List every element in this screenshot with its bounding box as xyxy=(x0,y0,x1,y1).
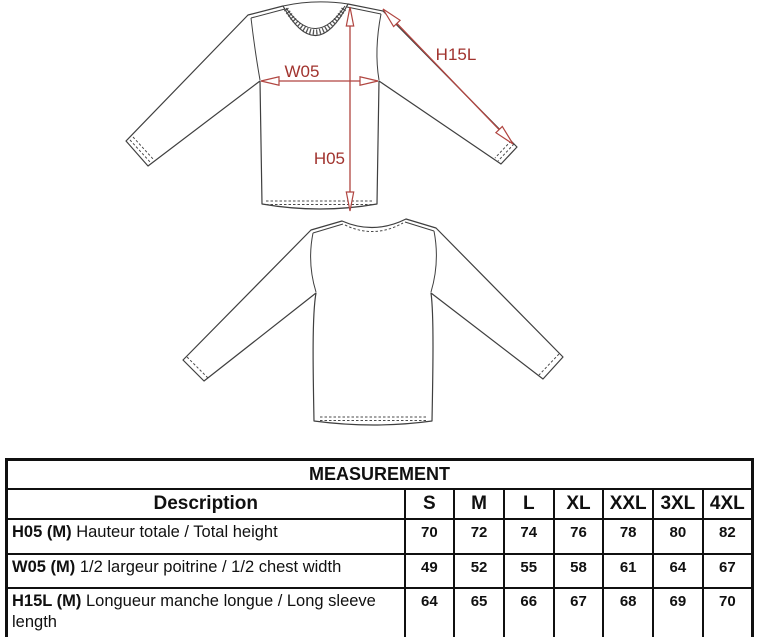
measure-value: 58 xyxy=(554,554,604,588)
column-header-size-xl: XL xyxy=(554,489,604,519)
front-body-outline xyxy=(126,4,517,209)
measure-text: Hauteur totale / Total height xyxy=(76,523,278,541)
column-header-description: Description xyxy=(7,489,405,519)
measure-value: 49 xyxy=(405,554,455,588)
front-collar-rim xyxy=(283,2,348,6)
measure-description xyxy=(7,554,405,588)
column-header-size-s: S xyxy=(405,489,455,519)
measure-value: 70 xyxy=(703,588,753,637)
measure-value: 72 xyxy=(454,519,504,554)
table-row-h15l xyxy=(7,588,753,637)
front-shirt-drawing xyxy=(126,2,517,209)
column-header-size-3xl: 3XL xyxy=(653,489,703,519)
measure-value: 52 xyxy=(454,554,504,588)
back-body-outline xyxy=(183,219,563,425)
table-row-h05 xyxy=(7,519,753,554)
measure-value: 66 xyxy=(504,588,554,637)
measure-value: 55 xyxy=(504,554,554,588)
measure-value: 67 xyxy=(554,588,604,637)
measure-value: 64 xyxy=(405,588,455,637)
column-header-size-l: L xyxy=(504,489,554,519)
column-header-size-xxl: XXL xyxy=(603,489,653,519)
measure-value: 61 xyxy=(603,554,653,588)
measure-code: H05 (M) xyxy=(12,523,72,541)
table-header-row xyxy=(7,489,753,519)
measure-value: 67 xyxy=(703,554,753,588)
measure-code: H15L (M) xyxy=(12,592,82,610)
measure-value: 76 xyxy=(554,519,604,554)
w05-label: W05 xyxy=(284,62,320,81)
measurement-table-container xyxy=(5,458,754,637)
table-title: MEASUREMENT xyxy=(7,460,753,490)
measure-value: 74 xyxy=(504,519,554,554)
measure-value: 65 xyxy=(454,588,504,637)
h15l-label: H15L xyxy=(435,45,477,64)
measure-value: 68 xyxy=(603,588,653,637)
measure-value: 64 xyxy=(653,554,703,588)
measure-value: 70 xyxy=(405,519,455,554)
measure-value: 78 xyxy=(603,519,653,554)
back-shirt-drawing xyxy=(183,219,563,425)
h05-label: H05 xyxy=(313,149,345,168)
measure-description xyxy=(7,588,405,637)
measure-text: Longueur manche longue / Long sleeve length xyxy=(12,592,376,631)
table-title-row xyxy=(7,460,753,490)
measure-description xyxy=(7,519,405,554)
column-header-size-4xl: 4XL xyxy=(703,489,753,519)
measure-text: 1/2 largeur poitrine / 1/2 chest width xyxy=(79,558,342,576)
measure-value: 82 xyxy=(703,519,753,554)
measurement-table xyxy=(5,458,754,637)
measure-value: 69 xyxy=(653,588,703,637)
column-header-size-m: M xyxy=(454,489,504,519)
table-row-w05 xyxy=(7,554,753,588)
measure-value: 80 xyxy=(653,519,703,554)
measure-code: W05 (M) xyxy=(12,558,76,576)
